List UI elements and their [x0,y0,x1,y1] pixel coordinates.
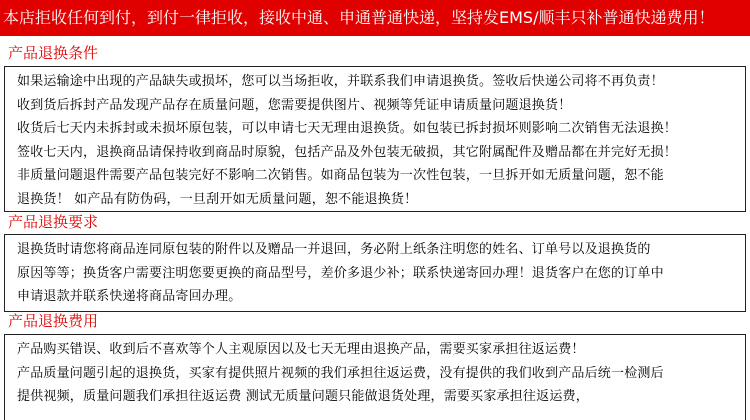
policy-line: 产品质量问题引起的退换货，买家有提供照片视频的我们承担往返运费，没有提供的我们收到产品后统一检测后 [17,365,664,381]
section-title-return-fees: 产品退换费用 [8,312,99,330]
return-fees-box [4,334,746,420]
policy-line: 提供视频，质量问题我们承担往返运费 测试无质量问题只能做退货处理，需要买家承担往返运费， [17,389,589,404]
policy-line: 收货后七天内未拆封或未损坏原包装，可以申请七天无理由退换货。如包装已拆封损坏则影响二次销售无法退换！ [17,121,678,136]
policy-line: 申请退款并联系快递将商品寄回办理。 [17,289,242,304]
return-requirements-box [4,234,746,312]
section-title-return-requirements: 产品退换要求 [8,213,99,231]
policy-line: 如果运输途中出现的产品缺失或损坏，您可以当场拒收，并联系我们申请退换货。签收后快递公司将不再负责！ [17,74,664,89]
policy-line: 签收七天内，退换商品请保持收到商品时原貌，包括产品及外包装无破损，其它附属配件及赠品都在并完好无损！ [17,144,678,160]
policy-line: 退换货时请您将商品连同原包装的附件以及赠品一并退回，务必附上纸条注明您的姓名、订单号以及退换货的 [17,242,651,257]
policy-line: 产品购买错误、收到后不喜欢等个人主观原因以及七天无理由退换产品，需要买家承担往返运费！ [17,342,585,357]
policy-line: 收到货后拆封产品发现产品存在质量问题，您需要提供图片、视频等凭证申请质量问题退换货！ [17,97,572,113]
policy-line: 非质量问题退件需要产品包装完好不影响二次销售。如商品包装为一次性包装，一旦拆开如无质量问题，恕不能 [17,168,664,183]
shipping-notice-banner: 本店拒收任何到付，到付一律拒收，接收中通、申通普通快递，坚持发EMS/顺丰只补普通快递费用！ [0,0,750,36]
return-conditions-box [4,66,746,212]
section-title-return-conditions: 产品退换条件 [8,44,99,62]
policy-line: 原因等等；换货客户需要注明您要更换的商品型号，差价多退少补；联系快递寄回办理！退货客户在您的订单中 [17,265,664,281]
policy-line: 退换货！ 如产品有防伪码，一旦刮开如无质量问题，恕不能退换货！ [17,191,418,207]
